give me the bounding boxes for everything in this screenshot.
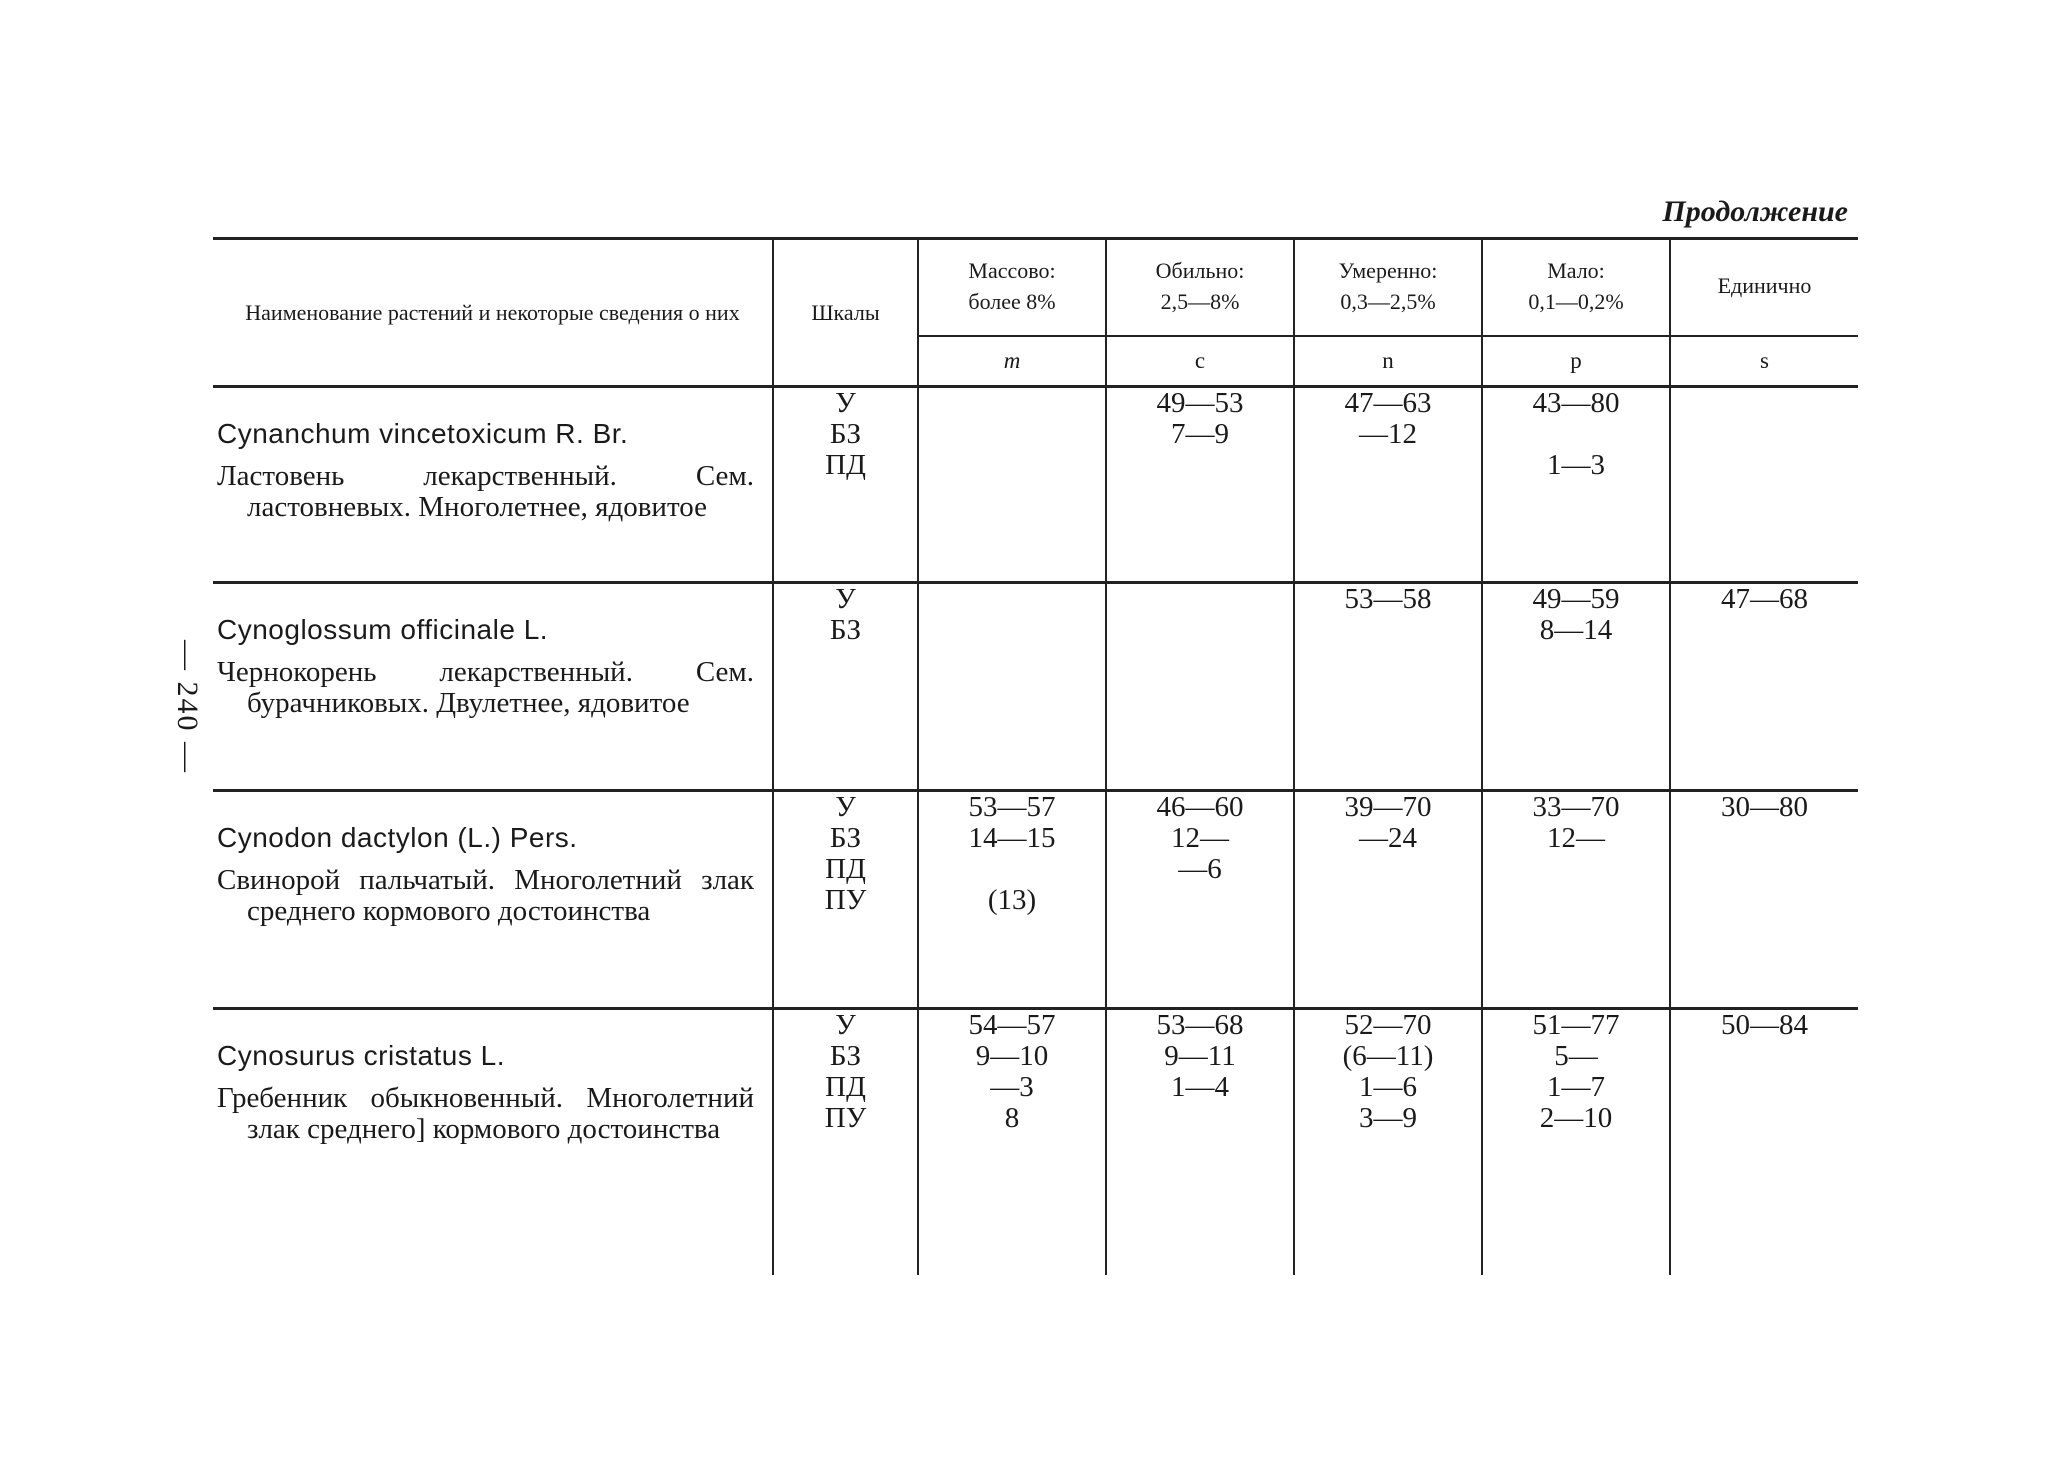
- value: 1—4: [1171, 1071, 1229, 1103]
- value-cell-p: [1482, 791, 1670, 1009]
- value: 53—57: [968, 791, 1056, 823]
- scale-value: У: [835, 387, 856, 419]
- scale-value: БЗ: [829, 822, 862, 854]
- table-row: [213, 387, 1858, 583]
- scale-value: ПД: [825, 853, 866, 885]
- header-group-range: 2,5—8%: [1160, 288, 1240, 314]
- latin-name: Cynodon dactylon (L.) Pers.: [217, 822, 578, 853]
- value: 49—53: [1156, 387, 1244, 419]
- russian-description: Гребенник обыкновенный. Многолетний злак среднего] кормового достоинства: [217, 1082, 754, 1145]
- value: 12—: [1547, 822, 1605, 854]
- value-cell-c: [1106, 583, 1294, 791]
- header-row: [213, 239, 1858, 337]
- value: 2—10: [1539, 1102, 1613, 1134]
- header-group-range: более 8%: [968, 288, 1056, 314]
- value: 52—70: [1344, 1009, 1432, 1041]
- value: 1—7: [1547, 1071, 1605, 1103]
- header-group-n: [1294, 239, 1482, 337]
- value-cell-n: [1294, 791, 1482, 1009]
- value: 5—: [1554, 1040, 1598, 1072]
- latin-name: Cynoglossum officinale L.: [217, 614, 549, 645]
- value-cell-s: [1670, 1009, 1858, 1276]
- value-cell-n: [1294, 387, 1482, 583]
- value: —3: [990, 1071, 1034, 1103]
- value: 1—6: [1359, 1071, 1417, 1103]
- header-symbol-p: p: [1482, 336, 1670, 387]
- header-name: Наименование растений и некоторые сведения о них: [213, 239, 773, 387]
- scale-value: У: [835, 791, 856, 823]
- value: (13): [987, 884, 1037, 916]
- value: —24: [1359, 822, 1417, 854]
- value-cell-c: [1106, 1009, 1294, 1276]
- value: 14—15: [968, 822, 1056, 854]
- value-cell-s: [1670, 791, 1858, 1009]
- value: 51—77: [1532, 1009, 1620, 1041]
- scale-value: ПД: [825, 1071, 866, 1103]
- table-row: [213, 1009, 1858, 1276]
- header-group-m: [918, 239, 1106, 337]
- value-cell-n: [1294, 583, 1482, 791]
- header-group-range: 0,3—2,5%: [1340, 288, 1436, 314]
- scale-value: ПД: [825, 449, 866, 481]
- continuation-label: Продолжение: [1662, 195, 1848, 228]
- latin-name: Cynosurus cristatus L.: [217, 1040, 505, 1071]
- value: [919, 854, 1105, 885]
- value-cell-p: [1482, 1009, 1670, 1276]
- value-cell-s: [1670, 387, 1858, 583]
- value-cell-n: [1294, 1009, 1482, 1276]
- value: 53—68: [1156, 1009, 1244, 1041]
- value: 49—59: [1532, 583, 1620, 615]
- value: 9—10: [975, 1040, 1049, 1072]
- header-group-range: 0,1—0,2%: [1528, 288, 1624, 314]
- value-cell-p: [1482, 387, 1670, 583]
- plant-name-cell: [213, 583, 773, 791]
- value-cell-m: [918, 1009, 1106, 1276]
- scale-value: У: [835, 583, 856, 615]
- header-symbol-m: m: [918, 336, 1106, 387]
- value-cell-c: [1106, 387, 1294, 583]
- scale-cell: [773, 791, 918, 1009]
- scale-value: БЗ: [829, 614, 862, 646]
- table-row: [213, 583, 1858, 791]
- value: 39—70: [1344, 791, 1432, 823]
- header-group-p: [1482, 239, 1670, 337]
- scale-value: БЗ: [829, 1040, 862, 1072]
- header-symbol-s: s: [1670, 336, 1858, 387]
- value: 8: [1004, 1102, 1020, 1134]
- value: 53—58: [1344, 583, 1432, 615]
- scale-value: ПУ: [824, 1102, 867, 1134]
- page-number: — 240 —: [171, 640, 204, 774]
- value-cell-p: [1482, 583, 1670, 791]
- value: —6: [1178, 853, 1222, 885]
- russian-description: Чернокорень лекарственный. Сем. бурачниковых. Двулетнее, ядовитое: [217, 656, 754, 719]
- header-group-title: Массово:: [968, 257, 1056, 283]
- value: 54—57: [968, 1009, 1056, 1041]
- value: 1—3: [1547, 449, 1605, 481]
- value: 33—70: [1532, 791, 1620, 823]
- scale-value: У: [835, 1009, 856, 1041]
- value: 47—63: [1344, 387, 1432, 419]
- value: 8—14: [1539, 614, 1613, 646]
- latin-name: Cynanchum vincetoxicum R. Br.: [217, 418, 629, 449]
- value-cell-s: [1670, 583, 1858, 791]
- value: 30—80: [1721, 791, 1808, 823]
- value: 50—84: [1721, 1009, 1808, 1041]
- plant-name-cell: [213, 387, 773, 583]
- header-group-title: Единично: [1717, 273, 1812, 298]
- value: 7—9: [1171, 418, 1229, 450]
- value: 47—68: [1721, 583, 1808, 615]
- header-group-title: Умеренно:: [1338, 257, 1438, 283]
- russian-description: Свинорой пальчатый. Многолетний злак среднего кормового достоинства: [217, 864, 754, 927]
- value: 9—11: [1164, 1040, 1236, 1072]
- header-group-title: Мало:: [1547, 257, 1605, 283]
- value: (6—11): [1342, 1040, 1434, 1072]
- value: 43—80: [1532, 387, 1620, 419]
- header-group-title: Обильно:: [1155, 257, 1245, 283]
- value: 12—: [1171, 822, 1229, 854]
- value-cell-m: [918, 583, 1106, 791]
- scale-cell: [773, 1009, 918, 1276]
- value-cell-m: [918, 387, 1106, 583]
- value: [1483, 419, 1669, 450]
- scale-cell: [773, 583, 918, 791]
- header-scales: Шкалы: [773, 239, 918, 387]
- value: 46—60: [1156, 791, 1244, 823]
- value-cell-c: [1106, 791, 1294, 1009]
- value: —12: [1359, 418, 1417, 450]
- plant-name-cell: [213, 1009, 773, 1276]
- russian-description: Ластовень лекарственный. Сем. ластовневых. Многолетнее, ядовитое: [217, 460, 754, 523]
- value-cell-m: [918, 791, 1106, 1009]
- plant-scale-table: [213, 237, 1858, 1275]
- scale-cell: [773, 387, 918, 583]
- header-symbol-n: n: [1294, 336, 1482, 387]
- header-symbol-c: c: [1106, 336, 1294, 387]
- header-group-s: [1670, 239, 1858, 337]
- header-group-c: [1106, 239, 1294, 337]
- plant-name-cell: [213, 791, 773, 1009]
- scale-value: БЗ: [829, 418, 862, 450]
- scale-value: ПУ: [824, 884, 867, 916]
- value: 3—9: [1359, 1102, 1417, 1134]
- table-row: [213, 791, 1858, 1009]
